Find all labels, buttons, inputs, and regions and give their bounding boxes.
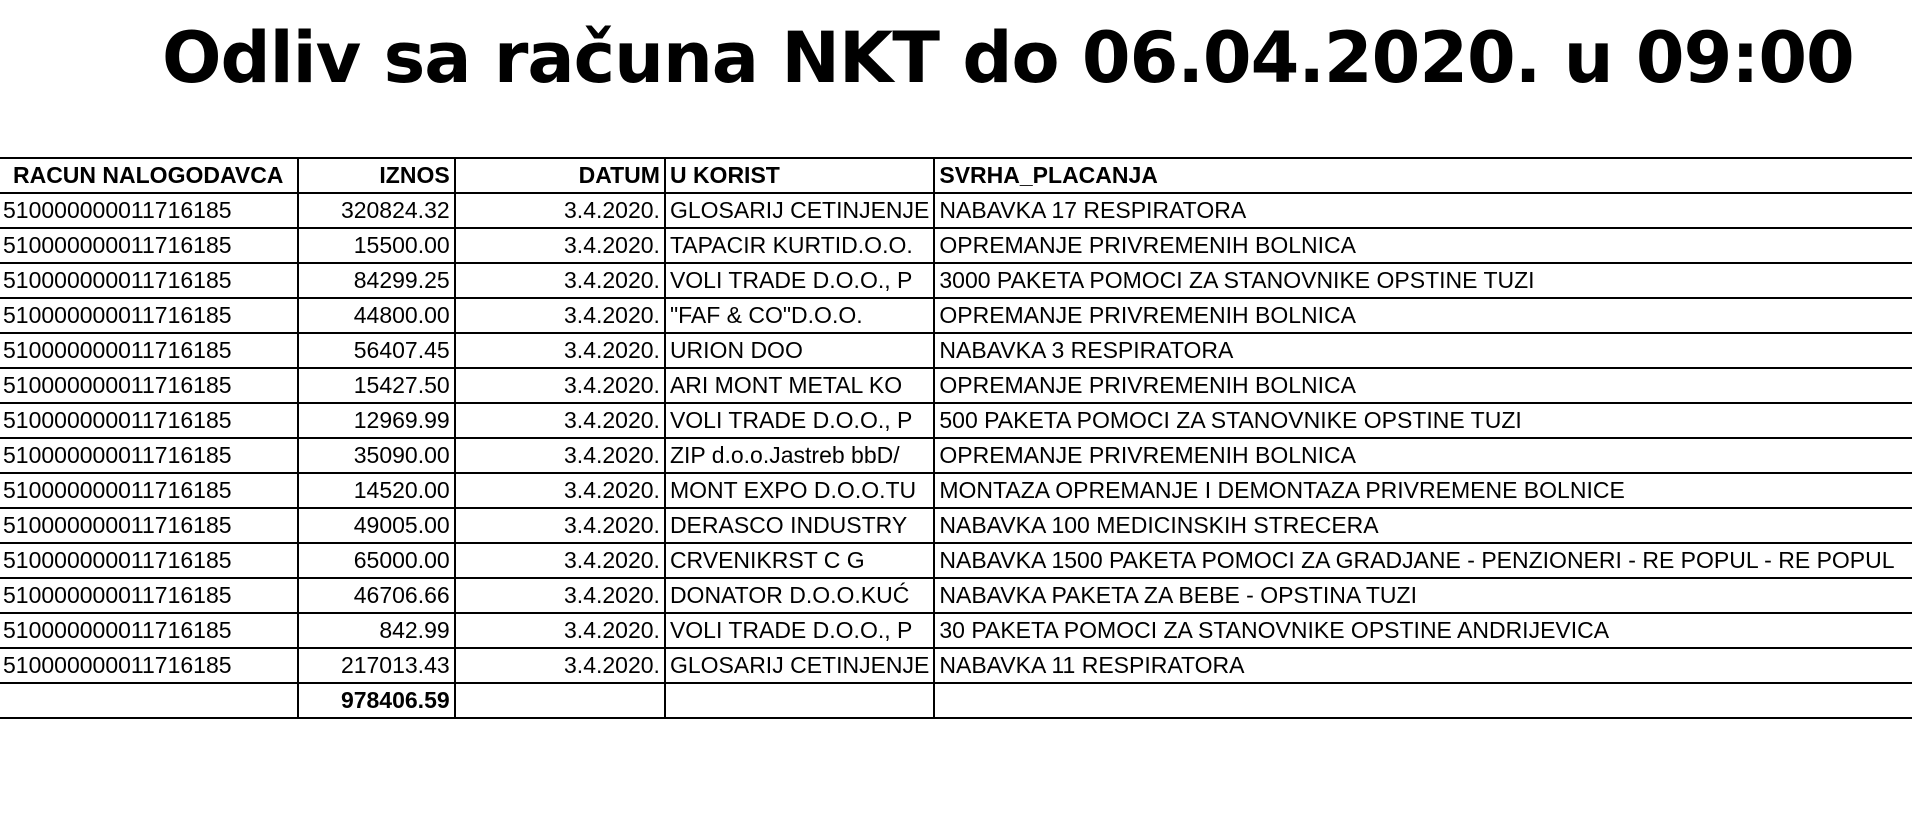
cell-amount: 217013.43 [298, 648, 454, 683]
cell-purpose: OPREMANJE PRIVREMENIH BOLNICA [934, 438, 1912, 473]
cell-date: 3.4.2020. [455, 228, 665, 263]
table-row [0, 333, 1912, 368]
header-payee: U KORIST [665, 158, 934, 193]
header-date: DATUM [455, 158, 665, 193]
cell-date: 3.4.2020. [455, 578, 665, 613]
header-purpose: SVRHA_PLACANJA [934, 158, 1912, 193]
table-row [0, 438, 1912, 473]
table-row [0, 193, 1912, 228]
table-row [0, 613, 1912, 648]
cell-payee: TAPACIR KURTID.O.O. [665, 228, 934, 263]
cell-amount: 15500.00 [298, 228, 454, 263]
payments-table [0, 157, 1912, 719]
cell-account: 510000000011716185 [0, 648, 298, 683]
total-date-empty [455, 683, 665, 718]
cell-payee: "FAF & CO"D.O.O. [665, 298, 934, 333]
cell-purpose: NABAVKA 1500 PAKETA POMOCI ZA GRADJANE - PENZIONERI - RE POPUL - RE POPUL [934, 543, 1912, 578]
cell-account: 510000000011716185 [0, 543, 298, 578]
cell-account: 510000000011716185 [0, 368, 298, 403]
cell-purpose: NABAVKA 3 RESPIRATORA [934, 333, 1912, 368]
cell-payee: VOLI TRADE D.O.O., P [665, 613, 934, 648]
cell-payee: GLOSARIJ CETINJENJE [665, 648, 934, 683]
cell-date: 3.4.2020. [455, 613, 665, 648]
cell-date: 3.4.2020. [455, 193, 665, 228]
cell-payee: VOLI TRADE D.O.O., P [665, 263, 934, 298]
cell-amount: 842.99 [298, 613, 454, 648]
cell-account: 510000000011716185 [0, 263, 298, 298]
cell-amount: 15427.50 [298, 368, 454, 403]
cell-account: 510000000011716185 [0, 473, 298, 508]
cell-amount: 84299.25 [298, 263, 454, 298]
table-row [0, 403, 1912, 438]
table-row [0, 473, 1912, 508]
cell-account: 510000000011716185 [0, 228, 298, 263]
cell-amount: 44800.00 [298, 298, 454, 333]
cell-purpose: OPREMANJE PRIVREMENIH BOLNICA [934, 228, 1912, 263]
cell-purpose: NABAVKA 17 RESPIRATORA [934, 193, 1912, 228]
cell-amount: 49005.00 [298, 508, 454, 543]
cell-purpose: NABAVKA PAKETA ZA BEBE - OPSTINA TUZI [934, 578, 1912, 613]
cell-date: 3.4.2020. [455, 473, 665, 508]
cell-account: 510000000011716185 [0, 438, 298, 473]
cell-account: 510000000011716185 [0, 298, 298, 333]
table-row [0, 298, 1912, 333]
table-row [0, 648, 1912, 683]
cell-purpose: 3000 PAKETA POMOCI ZA STANOVNIKE OPSTINE TUZI [934, 263, 1912, 298]
total-payee-empty [665, 683, 934, 718]
table-row [0, 263, 1912, 298]
cell-payee: VOLI TRADE D.O.O., P [665, 403, 934, 438]
cell-purpose: NABAVKA 11 RESPIRATORA [934, 648, 1912, 683]
cell-payee: ARI MONT METAL KO [665, 368, 934, 403]
cell-account: 510000000011716185 [0, 193, 298, 228]
page-title: Odliv sa računa NKT do 06.04.2020. u 09:00 [162, 17, 1854, 99]
cell-date: 3.4.2020. [455, 508, 665, 543]
cell-amount: 14520.00 [298, 473, 454, 508]
cell-account: 510000000011716185 [0, 613, 298, 648]
total-row [0, 683, 1912, 718]
cell-payee: CRVENIKRST C G [665, 543, 934, 578]
cell-amount: 12969.99 [298, 403, 454, 438]
cell-date: 3.4.2020. [455, 368, 665, 403]
cell-amount: 35090.00 [298, 438, 454, 473]
total-amount: 978406.59 [298, 683, 454, 718]
cell-purpose: OPREMANJE PRIVREMENIH BOLNICA [934, 368, 1912, 403]
cell-date: 3.4.2020. [455, 438, 665, 473]
cell-date: 3.4.2020. [455, 298, 665, 333]
table-row [0, 543, 1912, 578]
total-purpose-empty [934, 683, 1912, 718]
table-row [0, 228, 1912, 263]
cell-amount: 320824.32 [298, 193, 454, 228]
cell-purpose: 500 PAKETA POMOCI ZA STANOVNIKE OPSTINE TUZI [934, 403, 1912, 438]
cell-account: 510000000011716185 [0, 403, 298, 438]
cell-amount: 56407.45 [298, 333, 454, 368]
header-amount: IZNOS [298, 158, 454, 193]
cell-payee: ZIP d.o.o.Jastreb bbD/ [665, 438, 934, 473]
cell-account: 510000000011716185 [0, 333, 298, 368]
cell-account: 510000000011716185 [0, 578, 298, 613]
cell-payee: DERASCO INDUSTRY [665, 508, 934, 543]
cell-purpose: NABAVKA 100 MEDICINSKIH STRECERA [934, 508, 1912, 543]
cell-amount: 65000.00 [298, 543, 454, 578]
cell-date: 3.4.2020. [455, 543, 665, 578]
cell-date: 3.4.2020. [455, 403, 665, 438]
table-row [0, 508, 1912, 543]
cell-payee: GLOSARIJ CETINJENJE [665, 193, 934, 228]
cell-payee: DONATOR D.O.O.KUĆ [665, 578, 934, 613]
cell-amount: 46706.66 [298, 578, 454, 613]
table-row [0, 578, 1912, 613]
table-row [0, 368, 1912, 403]
header-row [0, 158, 1912, 193]
cell-account: 510000000011716185 [0, 508, 298, 543]
cell-payee: URION DOO [665, 333, 934, 368]
cell-date: 3.4.2020. [455, 263, 665, 298]
cell-purpose: MONTAZA OPREMANJE I DEMONTAZA PRIVREMENE BOLNICE [934, 473, 1912, 508]
cell-date: 3.4.2020. [455, 648, 665, 683]
header-account: RACUN NALOGODAVCA [0, 158, 298, 193]
total-account-empty [0, 683, 298, 718]
cell-date: 3.4.2020. [455, 333, 665, 368]
cell-purpose: 30 PAKETA POMOCI ZA STANOVNIKE OPSTINE ANDRIJEVICA [934, 613, 1912, 648]
cell-purpose: OPREMANJE PRIVREMENIH BOLNICA [934, 298, 1912, 333]
cell-payee: MONT EXPO D.O.O.TU [665, 473, 934, 508]
